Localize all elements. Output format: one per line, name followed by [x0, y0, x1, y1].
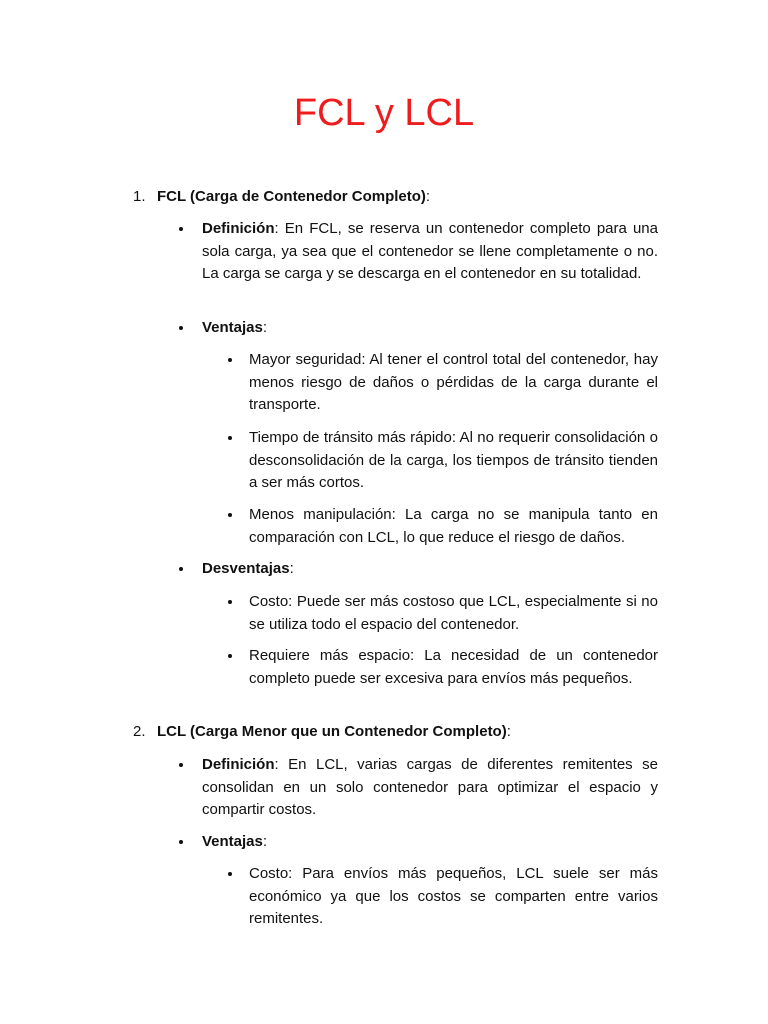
disadvantages-colon: :: [289, 560, 294, 577]
list-item-text: Costo: Para envíos más pequeños, LCL suele ser más económico ya que los costos se comparten entre varios remitentes.: [249, 865, 658, 927]
definition-label: Definición: [202, 756, 275, 773]
bullet-icon: [228, 600, 232, 604]
fcl-disadvantage-item: [249, 645, 658, 690]
section-title: FCL (Carga de Contenedor Completo): [157, 188, 426, 205]
definition-label: Definición: [202, 220, 275, 237]
advantages-colon: :: [262, 833, 268, 850]
fcl-advantages-heading: [202, 317, 658, 340]
fcl-definition: [202, 218, 658, 286]
lcl-definition: [202, 754, 658, 822]
document-title: FCL y LCL: [293, 92, 475, 134]
fcl-advantage-item: [249, 504, 658, 549]
fcl-disadvantages-heading: [202, 558, 658, 581]
bullet-icon: [179, 840, 183, 844]
bullet-icon: [228, 513, 232, 517]
list-item-text: Requiere más espacio: La necesidad de un contenedor completo puede ser excesiva para envíos más pequeños.: [249, 647, 658, 687]
section-title: LCL (Carga Menor que un Contenedor Completo): [157, 723, 507, 740]
fcl-advantage-item: [249, 427, 658, 495]
list-item-text: Menos manipulación: La carga no se manipula tanto en comparación con LCL, lo que reduce el riesgo de daños.: [249, 506, 658, 546]
advantages-label: Ventajas: [202, 833, 263, 850]
bullet-icon: [228, 872, 232, 876]
definition-text: : En FCL, se reserva un contenedor completo para una sola carga, ya sea que el contenedor se llene completamente o no. La carga se carga y se descarga en el contenedor en su totalidad.: [202, 220, 658, 282]
section-colon: :: [506, 723, 511, 740]
definition-text: : En LCL, varias cargas de diferentes remitentes se consolidan en un solo contenedor para optimizar el espacio y compartir costos.: [202, 756, 658, 818]
bullet-icon: [228, 654, 232, 658]
bullet-icon: [228, 436, 232, 440]
lcl-advantages-heading: [202, 831, 658, 854]
fcl-advantage-item: [249, 349, 658, 417]
bullet-icon: [179, 227, 183, 231]
lcl-advantage-item: [249, 863, 658, 931]
bullet-icon: [179, 567, 183, 571]
advantages-colon: :: [262, 319, 268, 336]
list-item-text: Costo: Puede ser más costoso que LCL, especialmente si no se utiliza todo el espacio del contenedor.: [249, 593, 658, 633]
section-colon: :: [425, 188, 431, 205]
bullet-icon: [228, 358, 232, 362]
section-number: 1.: [133, 188, 146, 205]
list-item-text: Mayor seguridad: Al tener el control total del contenedor, hay menos riesgo de daños o pérdidas de la carga durante el transporte.: [249, 351, 658, 413]
list-item-text: Tiempo de tránsito más rápido: Al no requerir consolidación o desconsolidación de la carga, los tiempos de tránsito tienden a ser más cortos.: [249, 429, 658, 491]
advantages-label: Ventajas: [202, 319, 263, 336]
fcl-disadvantage-item: [249, 591, 658, 636]
bullet-icon: [179, 763, 183, 767]
section-number: 2.: [133, 723, 146, 740]
disadvantages-label: Desventajas: [202, 560, 290, 577]
bullet-icon: [179, 326, 183, 330]
